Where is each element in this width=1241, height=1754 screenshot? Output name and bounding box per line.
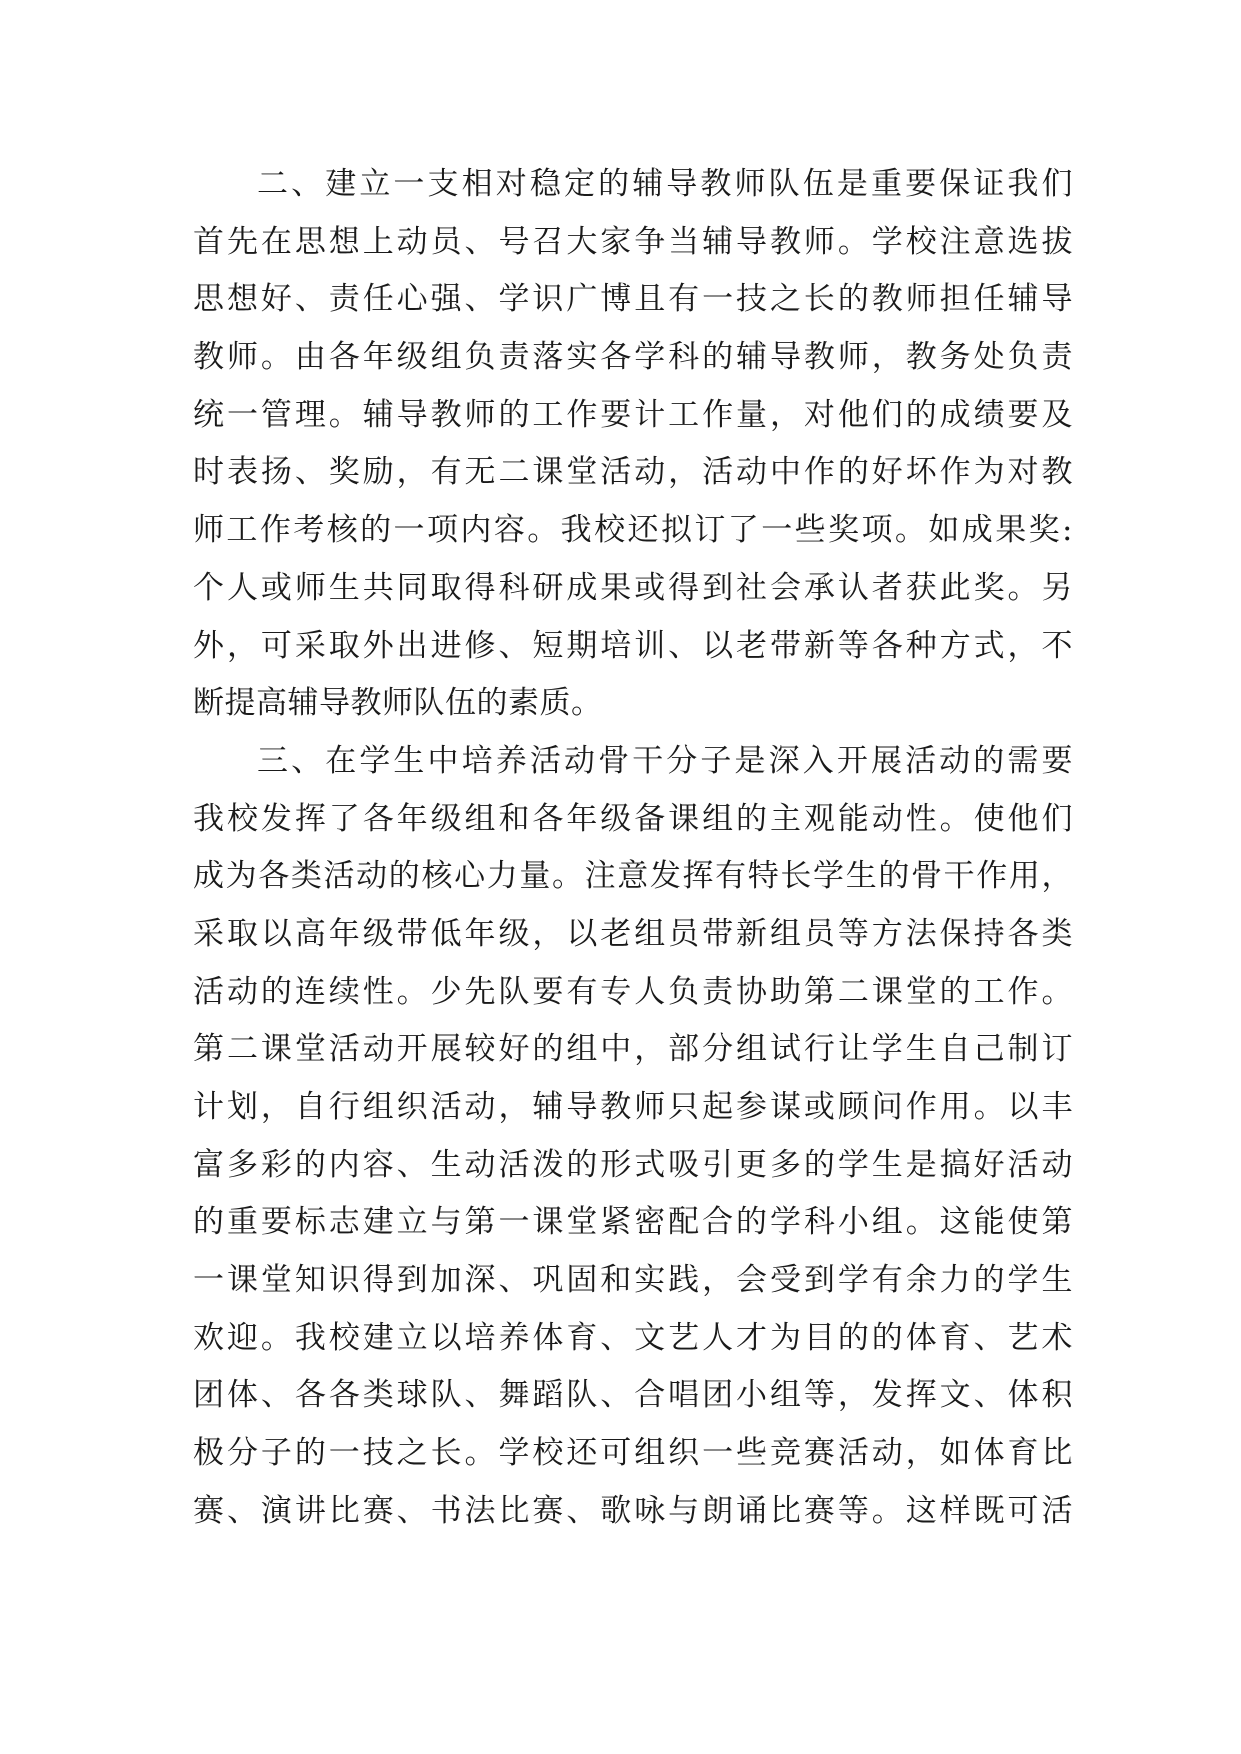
paragraph-2-line-6: 时表扬、奖励，有无二课堂活动，活动中作的好坏作为对教 [193,454,1073,491]
paragraph-3-line-13: 极分子的一技之长。学校还可组织一些竞赛活动，如体育比 [193,1435,1073,1472]
paragraph-3-line-9: 的重要标志建立与第一课堂紧密配合的学科小组。这能使第 [193,1204,1073,1241]
body-text [193,156,1073,1541]
paragraph-2-line-7: 师工作考核的一项内容。我校还拟订了一些奖项。如成果奖: [193,512,1073,549]
paragraph-3-line-2: 我校发挥了各年级组和各年级备课组的主观能动性。使他们 [193,800,1073,837]
paragraph-2-line-4: 教师。由各年级组负责落实各学科的辅导教师，教务处负责 [193,339,1073,376]
paragraph-3-line-14: 赛、演讲比赛、书法比赛、歌咏与朗诵比赛等。这样既可活 [193,1492,1073,1529]
paragraph-2-line-1: 二、建立一支相对稳定的辅导教师队伍是重要保证我们 [257,166,1073,202]
paragraph-2-line-10: 断提高辅导教师队伍的素质。 [193,685,603,722]
paragraph-2-line-2: 首先在思想上动员、号召大家争当辅导教师。学校注意选拔 [193,223,1073,260]
paragraph-3-line-10: 一课堂知识得到加深、巩固和实践，会受到学有余力的学生 [193,1262,1073,1299]
paragraph-2-line-8: 个人或师生共同取得科研成果或得到社会承认者获此奖。另 [193,569,1073,606]
paragraph-3-line-1: 三、在学生中培养活动骨干分子是深入开展活动的需要 [257,742,1073,779]
paragraph-3-line-4: 采取以高年级带低年级，以老组员带新组员等方法保持各类 [193,915,1073,952]
paragraph-3-line-8: 富多彩的内容、生动活泼的形式吸引更多的学生是搞好活动 [193,1146,1073,1183]
paragraph-3-line-5: 活动的连续性。少先队要有专人负责协助第二课堂的工作。 [193,973,1073,1010]
paragraph-3-line-12: 团体、各各类球队、舞蹈队、合唱团小组等，发挥文、体积 [193,1377,1073,1414]
paragraph-2-line-9: 外，可采取外出进修、短期培训、以老带新等各种方式，不 [193,627,1073,664]
paragraph-2-line-5: 统一管理。辅导教师的工作要计工作量，对他们的成绩要及 [193,396,1073,433]
paragraph-2-line-3: 思想好、责任心强、学识广博且有一技之长的教师担任辅导 [193,281,1073,318]
paragraph-3-line-6: 第二课堂活动开展较好的组中，部分组试行让学生自己制订 [193,1031,1073,1068]
paragraph-3-line-7: 计划，自行组织活动，辅导教师只起参谋或顾问作用。以丰 [193,1089,1073,1125]
paragraph-3-line-11: 欢迎。我校建立以培养体育、文艺人才为目的的体育、艺术 [193,1319,1073,1356]
paragraph-3-line-3: 成为各类活动的核心力量。注意发挥有特长学生的骨干作用， [193,858,1073,895]
